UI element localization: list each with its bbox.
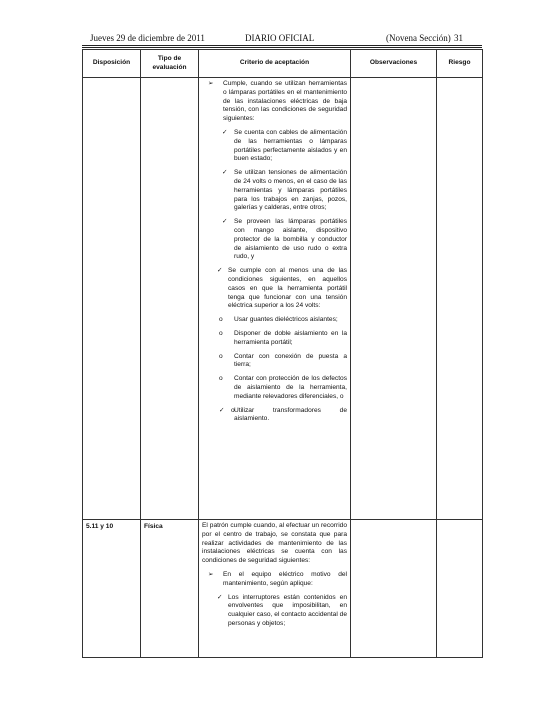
header-section: (Novena Sección) xyxy=(386,33,451,43)
item-text: En el equipo eléctrico motivo del mantenimiento, según aplique: xyxy=(223,570,347,587)
circle-bullet-icon: o xyxy=(219,375,223,383)
cell-tipo: Física xyxy=(141,520,199,658)
list-item xyxy=(202,218,347,262)
checkmark-icon: ✓ xyxy=(219,406,225,414)
header-publication: DIARIO OFICIAL xyxy=(245,33,315,43)
circle-bullet-icon: o xyxy=(219,329,223,337)
checkmark-icon: ✓ xyxy=(217,267,223,275)
cell-criterio xyxy=(199,520,351,658)
item-text: Se cuenta con cables de alimentación de las herramientas o lámparas portátiles perfectamente aislados y en buen estado; xyxy=(234,128,347,163)
item-text: Utilizar transformadores de aislamiento. xyxy=(234,406,347,423)
list-item xyxy=(202,375,347,401)
list-item xyxy=(202,129,347,164)
header-rule xyxy=(82,45,482,46)
cell-riesgo xyxy=(437,520,483,658)
arrow-bullet-icon: ➢ xyxy=(208,80,214,87)
item-text: Los interruptores están contenidos en envolventes que imposibilitan, en cualquier caso, el contacto accidental de personas y objetos; xyxy=(228,593,347,627)
cell-tipo xyxy=(141,78,199,520)
col-header-tipo: Tipo de evaluación xyxy=(141,50,199,78)
item-text: Se utilizan tensiones de alimentación de 24 volts o menos, en el caso de las herramientas y lámparas portátiles para los trabajos en zanjas, pozos, galerías y calderas, entre otros; xyxy=(234,169,347,212)
list-item xyxy=(202,330,347,348)
circle-bullet-icon: o xyxy=(219,316,223,324)
header-rule-2 xyxy=(82,47,482,48)
col-header-criterio: Criterio de aceptación xyxy=(199,50,351,78)
list-item xyxy=(202,571,347,589)
header-date: Jueves 29 de diciembre de 2011 xyxy=(90,33,205,43)
table-header-row xyxy=(83,50,483,78)
checkmark-icon: ✓ xyxy=(222,218,228,226)
table-row xyxy=(83,78,483,520)
item-text: Contar con conexión de puesta a tierra; xyxy=(234,352,347,369)
list-item xyxy=(202,353,347,371)
header-page-number: 31 xyxy=(454,33,463,43)
col-header-riesgo: Riesgo xyxy=(437,50,483,78)
item-text: Contar con protección de los defectos de aislamiento de la herramienta, mediante relevadores diferenciales, o xyxy=(234,375,347,400)
circle-bullet-icon: o xyxy=(231,406,235,414)
circle-bullet-icon: o xyxy=(219,352,223,360)
checkmark-icon: ✓ xyxy=(217,593,223,601)
item-text: Disponer de doble aislamiento en la herramienta portátil; xyxy=(234,329,347,346)
checkmark-icon: ✓ xyxy=(222,128,228,136)
cell-observaciones xyxy=(351,520,437,658)
cell-riesgo xyxy=(437,78,483,520)
list-item xyxy=(202,169,347,213)
item-text: Se cumple con al menos una de las condiciones siguientes, en aquellos casos en que la herramienta portátil tenga que funcionar con una tensión eléctrica superior a los 24 volts: xyxy=(228,267,347,310)
arrow-bullet-icon: ➢ xyxy=(208,570,214,578)
item-text: Usar guantes dieléctricos aislantes; xyxy=(234,316,338,324)
cell-criterio xyxy=(199,78,351,520)
item-text: Se proveen las lámparas portátiles con mango aislante, dispositivo protector de la bombilla y conductor de aislamiento de uso rudo o extra rudo, y xyxy=(234,218,347,261)
list-item xyxy=(202,407,347,425)
table-row xyxy=(83,520,483,658)
item-text: Cumple, cuando se utilizan herramientas o lámparas portátiles en el mantenimiento de las instalaciones eléctricas de baja tensión, con las condiciones de seguridad siguientes: xyxy=(223,80,347,123)
checkmark-icon: ✓ xyxy=(222,169,228,177)
list-item xyxy=(202,594,347,629)
list-item xyxy=(202,80,347,124)
criteria-table xyxy=(82,49,483,658)
list-item xyxy=(202,316,347,325)
cell-observaciones xyxy=(351,78,437,520)
col-header-observaciones: Observaciones xyxy=(351,50,437,78)
cell-disposicion xyxy=(83,78,141,520)
criterion-intro: El patrón cumple cuando, al efectuar un recorrido por el centro de trabajo, se constata que para realizar actividades de mantenimiento de las instalaciones eléctricas se cuenta con las condiciones de seguridad siguientes: xyxy=(202,522,347,565)
list-item xyxy=(202,267,347,311)
col-header-disposicion: Disposición xyxy=(83,50,141,78)
cell-disposicion: 5.11 y 10 xyxy=(83,520,141,658)
